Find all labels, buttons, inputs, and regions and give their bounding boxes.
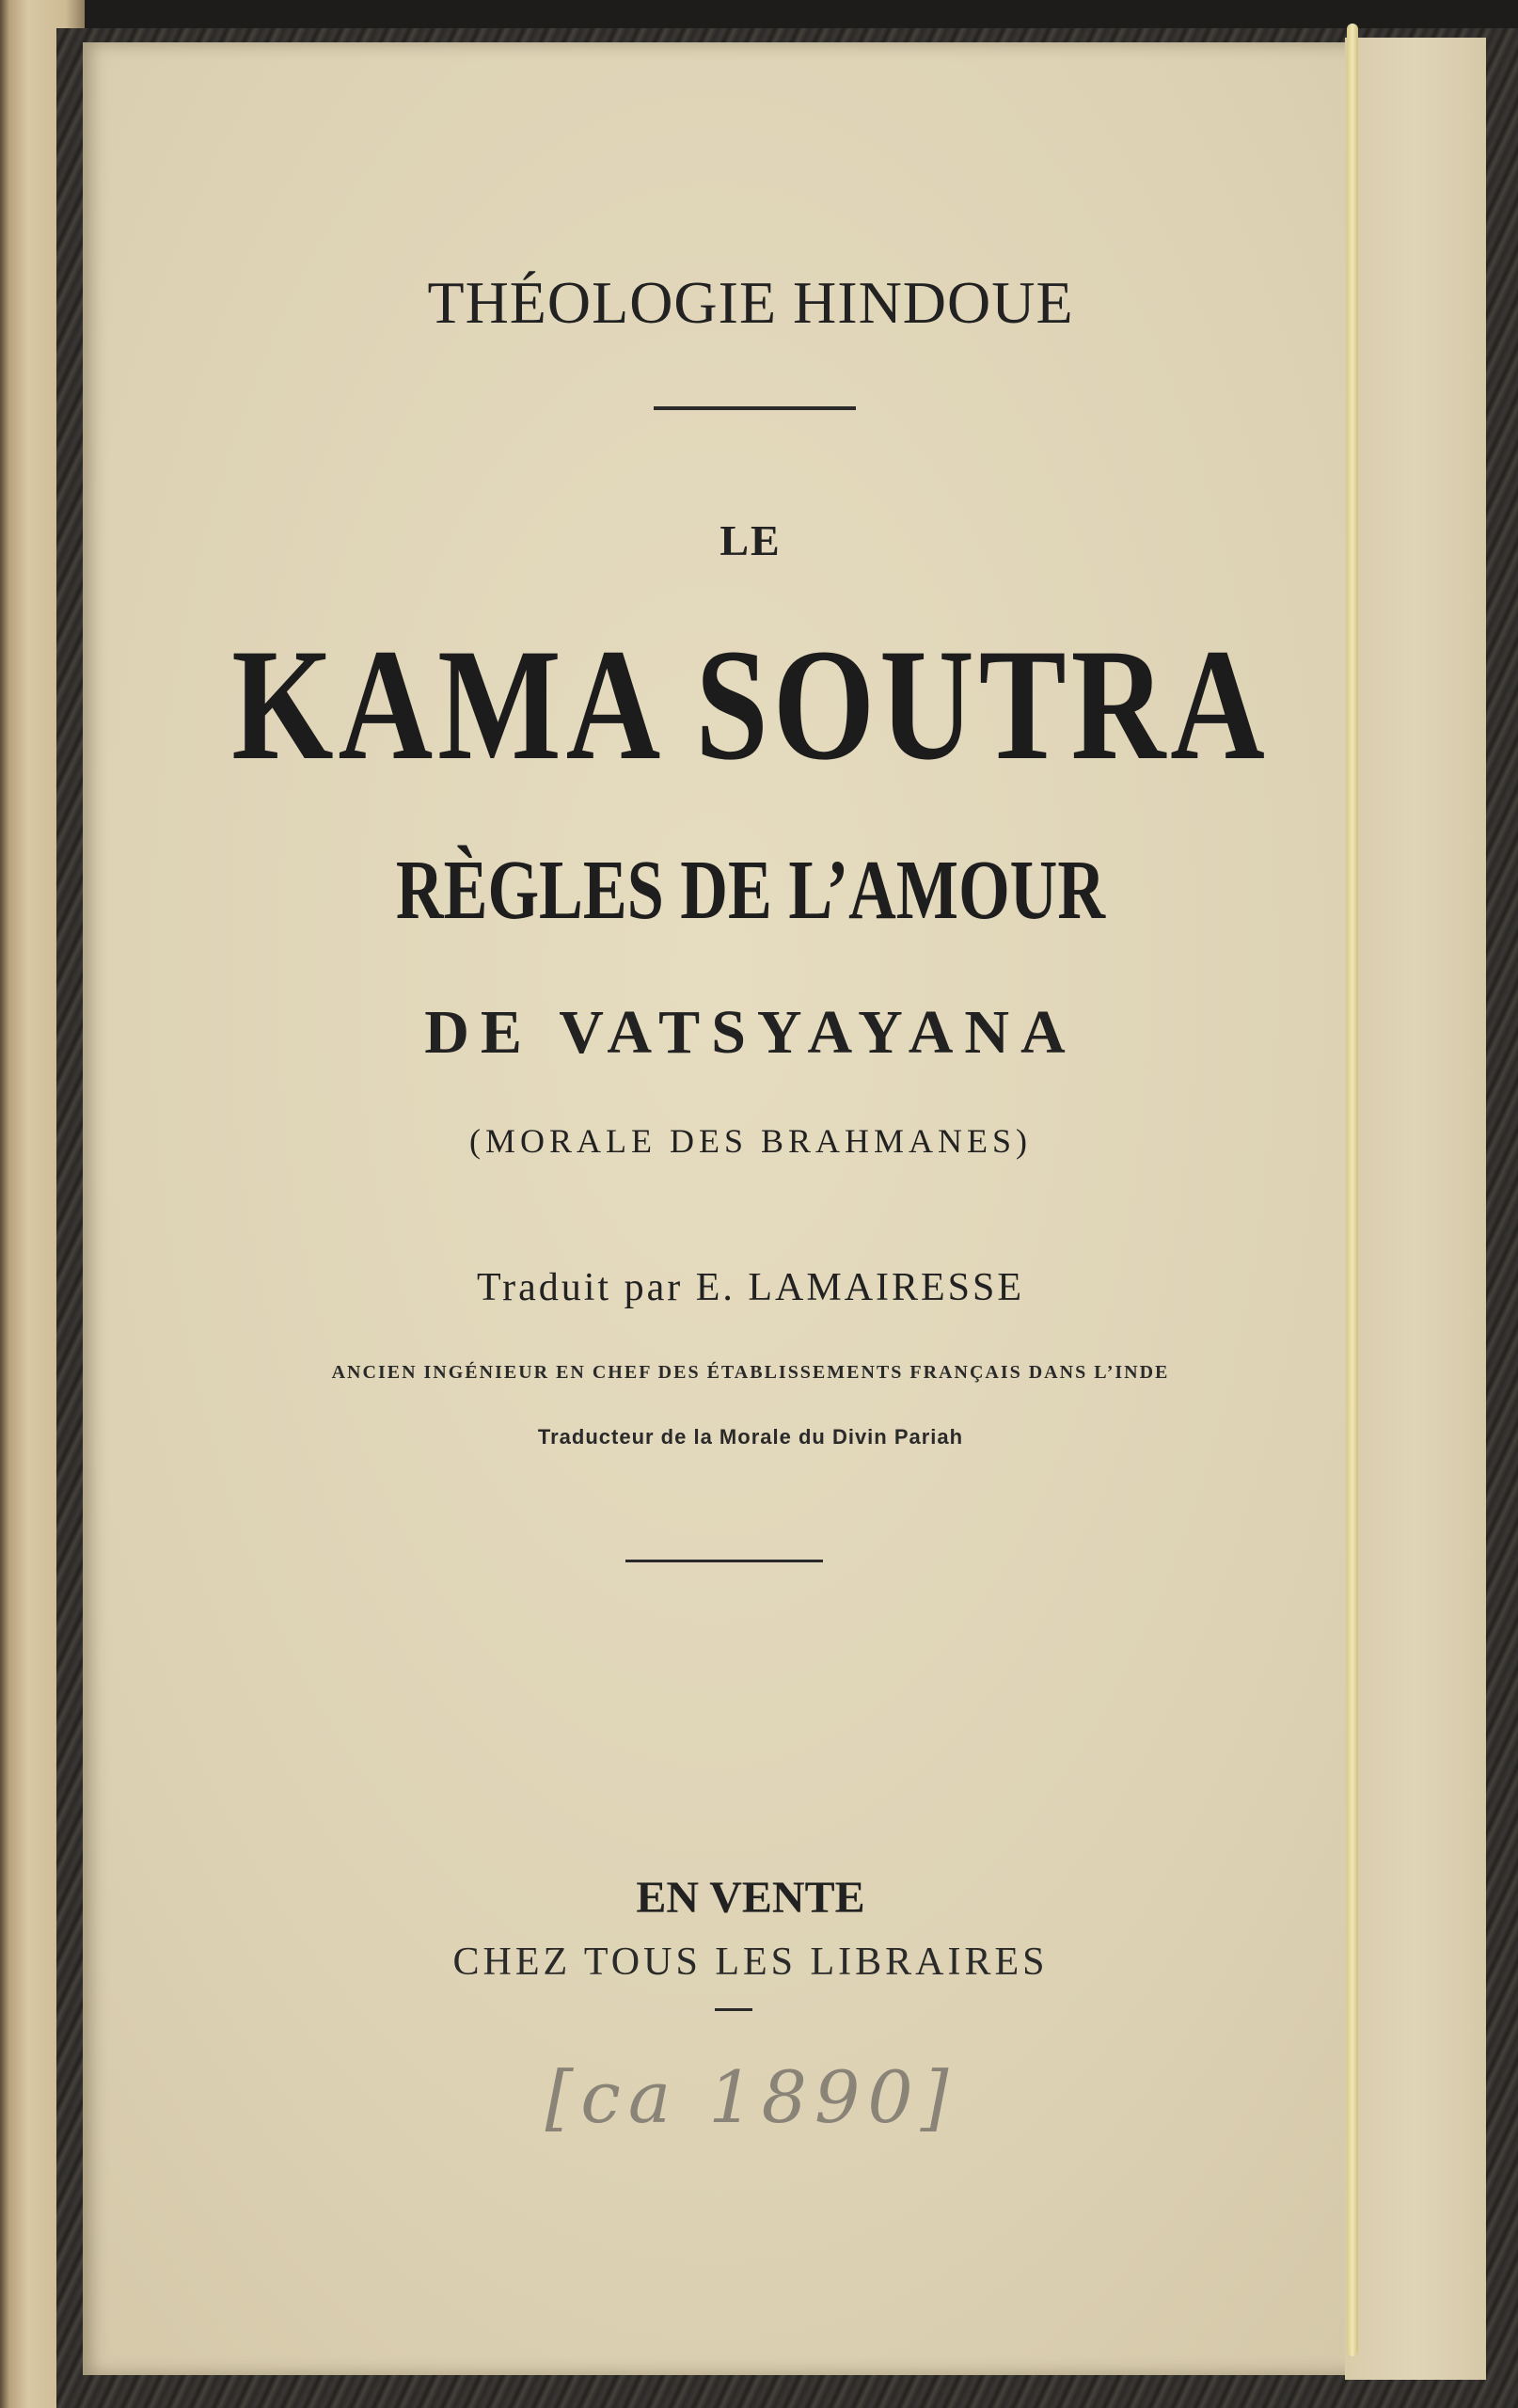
translator-credit: Traduit par E. LAMAIRESSE <box>476 1266 1025 1309</box>
title-page <box>83 42 1484 2375</box>
divider-rule-top <box>654 406 856 410</box>
series-title: THÉOLOGIE HINDOUE <box>427 269 1074 336</box>
handwritten-date-note: [ca 1890] <box>545 2055 957 2139</box>
parenthetical-subtitle: (MORALE DES BRAHMANES) <box>468 1122 1033 1160</box>
sale-line-2: CHEZ TOUS LES LIBRAIRES <box>452 1941 1049 1984</box>
translator-role: ANCIEN INGÉNIEUR EN CHEF DES ÉTABLISSEMENTS FRANÇAIS DANS L’INDE <box>331 1362 1170 1383</box>
divider-dash <box>715 2008 752 2011</box>
divider-rule-middle <box>625 1560 823 1562</box>
sale-line-1: EN VENTE <box>636 1873 865 1923</box>
flyleaf-strip <box>1345 38 1486 2380</box>
title-article: LE <box>719 516 782 564</box>
translator-other-work: Traducteur de la Morale du Divin Pariah <box>537 1425 964 1449</box>
main-title: KAMA SOUTRA <box>231 616 1270 793</box>
author-line: DE VATSYAYANA <box>424 998 1077 1067</box>
bookmark-ribbon <box>1347 24 1358 2356</box>
subtitle: RÈGLES DE L’AMOUR <box>395 844 1106 937</box>
